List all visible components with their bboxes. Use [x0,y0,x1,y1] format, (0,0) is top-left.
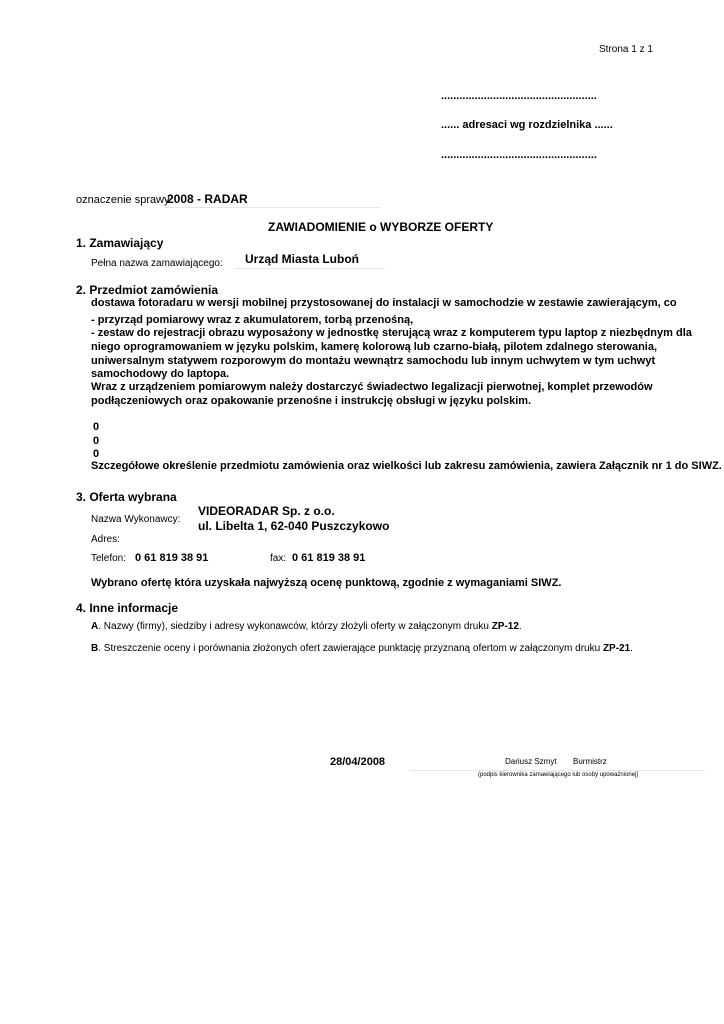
phone-value: 0 61 819 38 91 [135,552,209,564]
info-item-a [91,621,522,632]
info-item-a-letter: A [91,621,99,632]
subject-line-2: - przyrząd pomiarowy wraz z akumulatorem, torbą przenośną, [91,314,414,326]
subject-zero-3: 0 [93,448,100,460]
subject-zero-2: 0 [93,435,100,447]
document-title: ZAWIADOMIENIE o WYBORZE OFERTY [268,220,494,234]
case-underline [165,207,380,208]
recipient-line: ...... adresaci wg rozdzielnika ...... [441,119,613,131]
section-2-heading: 2. Przedmiot zamówienia [76,283,219,297]
fax-label: fax: [270,553,287,564]
section-3-heading: 3. Oferta wybrana [76,490,177,504]
subject-line-4: niego oprogramowaniem w języku polskim, kamerę kolorową lub czarno-białą, pilotem zdalnego sterowania, [91,341,658,353]
address-label: Adres: [91,534,120,545]
contractor-label: Nazwa Wykonawcy: [91,514,181,525]
document-date: 28/04/2008 [330,756,386,768]
info-item-b [91,643,633,654]
case-value: 2008 - RADAR [167,192,248,206]
section-1-heading: 1. Zamawiający [76,236,164,250]
info-item-a-end: . [518,621,522,632]
contractor-address: ul. Libelta 1, 62-040 Puszczykowo [198,519,390,533]
subject-line-8: podłączeniowych oraz opakowanie przenośne i instrukcję obsługi w języku polskim. [91,395,532,407]
orderer-underline [235,268,385,269]
case-label: oznaczenie sprawy [76,194,170,206]
orderer-name-value: Urząd Miasta Luboń [245,252,360,266]
signer-name: Dariusz Szmyt [505,757,557,766]
orderer-name-label: Pełna nazwa zamawiającego: [91,258,223,269]
subject-line-1: dostawa fotoradaru w wersji mobilnej przystosowanej do instalacji w samochodzie w zestawie zawierającym, co [91,297,677,309]
recipient-dots-bottom: ................................................... [441,149,597,161]
signer-role: Burmistrz [573,757,607,766]
selection-note: Wybrano ofertę która uzyskała najwyższą ocenę punktową, zgodnie z wymaganiami SIWZ. [91,577,562,589]
subject-details: Szczegółowe określenie przedmiotu zamówienia oraz wielkości lub zakresu zamówienia, zawiera Załącznik nr 1 do SIWZ. [91,460,722,472]
info-item-a-text: . Nazwy (firmy), siedziby i adresy wykonawców, którzy złożyli oferty w załączonym druku [98,621,492,632]
info-item-b-text: . Streszczenie oceny i porównania złożonych ofert zawierające punktację przyznaną ofertom w załączonym druku [98,643,603,654]
subject-line-7: Wraz z urządzeniem pomiarowym należy dostarczyć świadectwo legalizacji pierwotnej, komplet przewodów [91,381,653,393]
info-item-b-end: . [630,643,633,654]
subject-line-3: - zestaw do rejestracji obrazu wyposażony w jednostkę sterującą wraz z komputerem typu laptop z niezbędnym dla [91,327,692,339]
page-indicator: Strona 1 z 1 [599,44,653,55]
signature-caption: (podpis kierownika zamawiającego lub osoby upoważnionej) [478,772,639,778]
contractor-name: VIDEORADAR Sp. z o.o. [198,504,335,518]
subject-line-5: uniwersalnym statywem rozporowym do montażu wewnątrz samochodu lub innym uchwytem w tym uchwyt [91,355,656,367]
subject-line-6: samochodowy do laptopa. [91,368,230,380]
info-item-a-code: ZP-12 [491,621,519,632]
recipient-dots-top: ................................................... [441,90,597,102]
info-item-b-code: ZP-21 [602,643,631,654]
signature-line [410,770,705,771]
fax-value: 0 61 819 38 91 [292,552,366,564]
section-4-heading: 4. Inne informacje [76,601,179,615]
info-item-b-letter: B [91,643,99,654]
subject-zero-1: 0 [93,421,100,433]
phone-label: Telefon: [91,553,127,564]
